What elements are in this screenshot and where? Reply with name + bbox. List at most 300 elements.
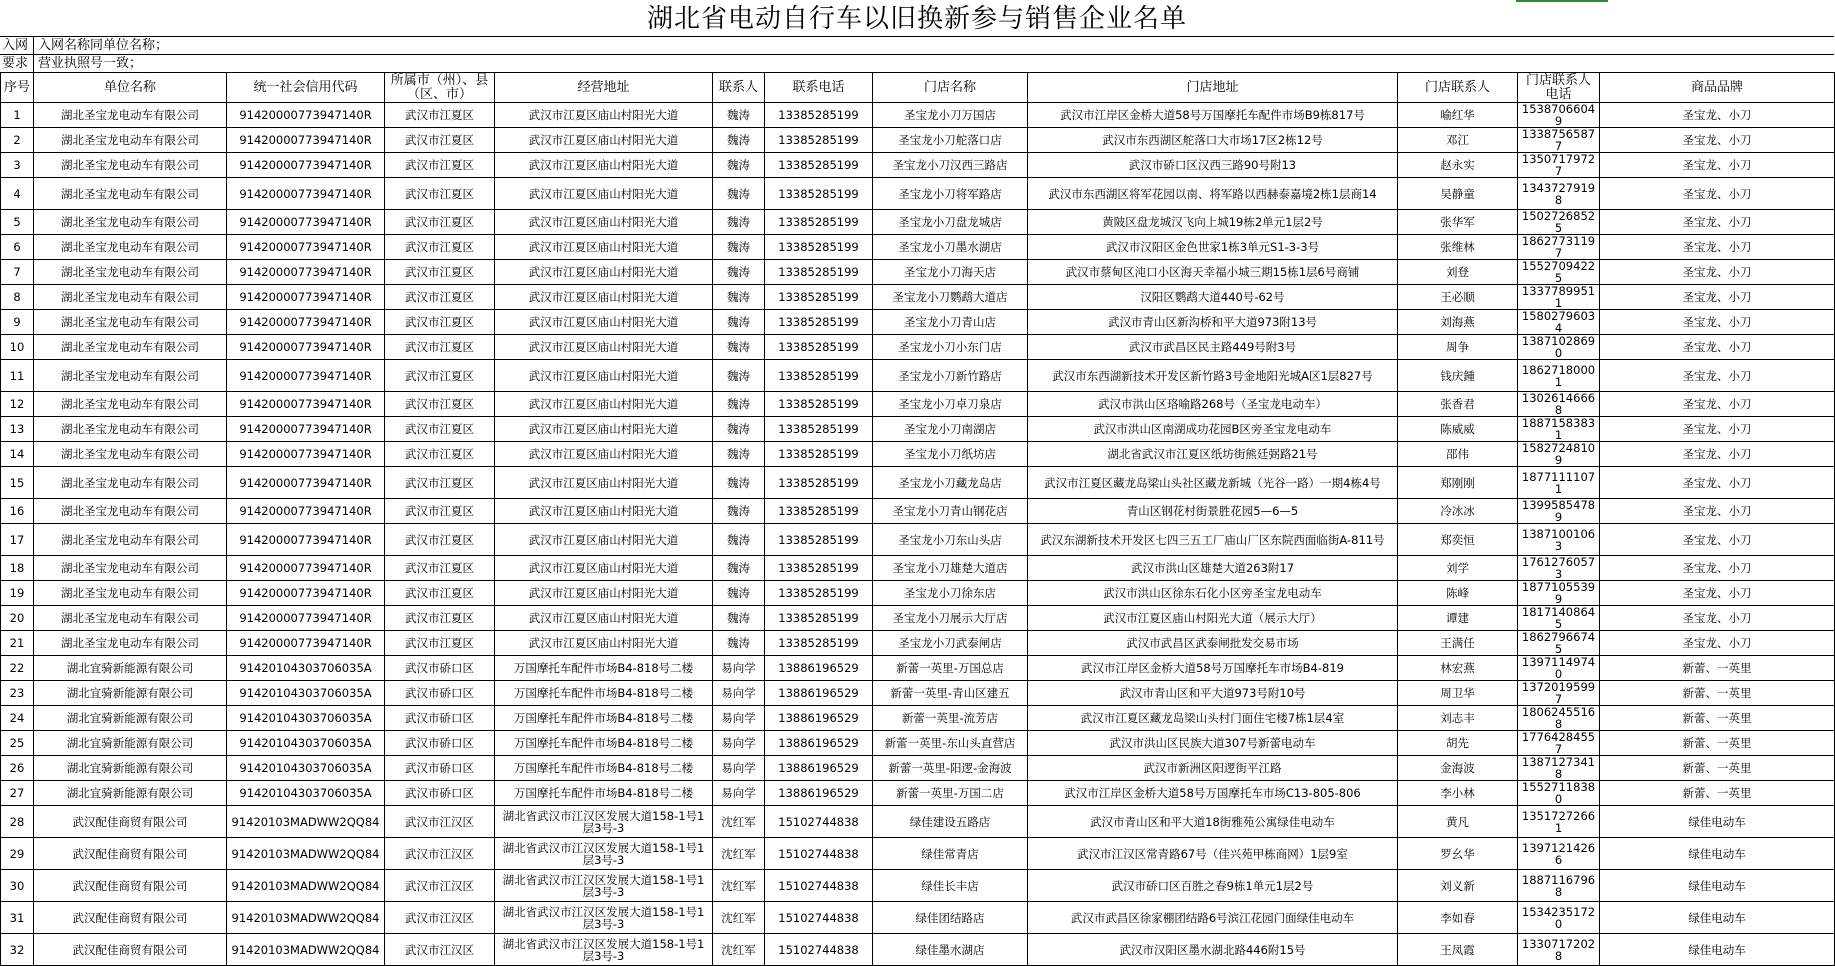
table-cell: 22 [1, 656, 34, 681]
table-cell: 15102744838 [765, 806, 873, 838]
table-cell: 武汉市武昌区民主路449号附3号 [1028, 335, 1398, 360]
table-cell: 91420000773947140R [227, 210, 385, 235]
table-cell: 13871028690 [1518, 335, 1600, 360]
table-cell: 吴静童 [1398, 178, 1518, 210]
table-cell: 武汉市江夏区 [385, 260, 495, 285]
table-cell: 武汉市江夏区 [385, 360, 495, 392]
table-cell: 91420000773947140R [227, 606, 385, 631]
table-cell: 湖北圣宝龙电动车有限公司 [34, 556, 227, 581]
table-row [1, 360, 1835, 392]
note-row-1 [0, 36, 1834, 54]
table-cell: 青山区钢花村街景胜花园5—6—5 [1028, 499, 1398, 524]
cell-selection-accent [1516, 0, 1608, 2]
table-cell: 绿佳墨水湖店 [873, 934, 1028, 966]
table-cell: 武汉市江岸区金桥大道58号万国摩托车配件市场B9栋817号 [1028, 103, 1398, 128]
table-cell: 新蕾一英里-万国总店 [873, 656, 1028, 681]
table-cell: 武汉市江夏区庙山村阳光大道 [495, 178, 713, 210]
table-cell: 13971149740 [1518, 656, 1600, 681]
table-cell: 91420104303706035A [227, 656, 385, 681]
table-cell: 19 [1, 581, 34, 606]
table-row [1, 781, 1835, 806]
table-row [1, 806, 1835, 838]
table-cell: 91420104303706035A [227, 731, 385, 756]
table-cell: 魏涛 [713, 103, 765, 128]
table-row [1, 524, 1835, 556]
table-cell: 王凤霞 [1398, 934, 1518, 966]
table-cell: 91420000773947140R [227, 178, 385, 210]
table-cell: 赵永实 [1398, 153, 1518, 178]
table-cell: 武汉市江岸区金桥大道58号万国摩托车市场C13-805-806 [1028, 781, 1398, 806]
table-cell: 魏涛 [713, 467, 765, 499]
table-cell: 13385285199 [765, 556, 873, 581]
table-cell: 武汉市江夏区 [385, 524, 495, 556]
table-cell: 湖北圣宝龙电动车有限公司 [34, 335, 227, 360]
table-cell: 武汉配佳商贸有限公司 [34, 838, 227, 870]
table-cell: 圣宝龙小刀雄楚大道店 [873, 556, 1028, 581]
table-cell: 91420000773947140R [227, 260, 385, 285]
table-cell: 新蕾、一英里 [1600, 756, 1835, 781]
table-cell: 圣宝龙、小刀 [1600, 417, 1835, 442]
table-cell: 13385285199 [765, 360, 873, 392]
table-cell: 武汉市江夏区 [385, 335, 495, 360]
table-row [1, 467, 1835, 499]
table-cell: 圣宝龙、小刀 [1600, 606, 1835, 631]
table-cell: 绿佳电动车 [1600, 806, 1835, 838]
table-cell: 13437279198 [1518, 178, 1600, 210]
table-cell: 武汉市江汉区 [385, 838, 495, 870]
table-cell: 武汉市江夏区 [385, 310, 495, 335]
table-cell: 13026146668 [1518, 392, 1600, 417]
table-row [1, 442, 1835, 467]
table-cell: 武汉市江夏区庙山村阳光大道 [495, 467, 713, 499]
table-cell: 易向学 [713, 781, 765, 806]
table-cell: 武汉市东西湖区舵落口大市场17区2栋12号 [1028, 128, 1398, 153]
table-cell: 湖北圣宝龙电动车有限公司 [34, 606, 227, 631]
table-row [1, 731, 1835, 756]
table-cell: 13720195997 [1518, 681, 1600, 706]
table-cell: 武汉市江夏区庙山村阳光大道 [495, 442, 713, 467]
table-cell: 邵伟 [1398, 442, 1518, 467]
table-cell: 武汉市东西湖新技术开发区新竹路3号金地阳光城A区1层827号 [1028, 360, 1398, 392]
table-cell: 10 [1, 335, 34, 360]
table-cell: 武汉市江夏区 [385, 556, 495, 581]
table-cell: 湖北省武汉市江汉区发展大道158-1号1层3号-3 [495, 902, 713, 934]
table-cell: 圣宝龙、小刀 [1600, 499, 1835, 524]
table-cell: 武汉市江夏区 [385, 442, 495, 467]
table-cell: 武汉市江夏区庙山村阳光大道 [495, 556, 713, 581]
table-cell: 湖北宜骑新能源有限公司 [34, 656, 227, 681]
table-cell: 湖北宜骑新能源有限公司 [34, 781, 227, 806]
table-cell: 武汉市硚口区 [385, 731, 495, 756]
table-cell: 圣宝龙、小刀 [1600, 442, 1835, 467]
table-cell: 15802796034 [1518, 310, 1600, 335]
table-cell: 13307172028 [1518, 934, 1600, 966]
table-cell: 9 [1, 310, 34, 335]
table-cell: 湖北省武汉市江汉区发展大道158-1号1层3号-3 [495, 934, 713, 966]
table-row [1, 260, 1835, 285]
table-cell: 91420104303706035A [227, 706, 385, 731]
table-cell: 武汉市青山区新沟桥和平大道973附13号 [1028, 310, 1398, 335]
table-cell: 武汉市汉阳区金色世家1栋3单元S1-3-3号 [1028, 235, 1398, 260]
table-cell: 魏涛 [713, 499, 765, 524]
table-cell: 13886196529 [765, 731, 873, 756]
table-cell: 17 [1, 524, 34, 556]
table-cell: 11 [1, 360, 34, 392]
table-cell: 湖北省武汉市江夏区纸坊街熊廷弼路21号 [1028, 442, 1398, 467]
table-cell: 绿佳电动车 [1600, 902, 1835, 934]
table-cell: 魏涛 [713, 556, 765, 581]
table-row [1, 756, 1835, 781]
table-cell: 18627731197 [1518, 235, 1600, 260]
table-cell: 武汉市江夏区 [385, 631, 495, 656]
table-cell: 圣宝龙、小刀 [1600, 178, 1835, 210]
table-cell: 圣宝龙、小刀 [1600, 210, 1835, 235]
table-cell: 武汉市江夏区庙山村阳光大道 [495, 499, 713, 524]
table-cell: 圣宝龙小刀新竹路店 [873, 360, 1028, 392]
table-cell: 沈红军 [713, 934, 765, 966]
table-cell: 武汉市江汉区 [385, 870, 495, 902]
table-cell: 武汉市江夏区 [385, 178, 495, 210]
table-row [1, 499, 1835, 524]
table-cell: 28 [1, 806, 34, 838]
table-cell: 18771055399 [1518, 581, 1600, 606]
table-cell: 郑奕恒 [1398, 524, 1518, 556]
table-cell: 湖北圣宝龙电动车有限公司 [34, 524, 227, 556]
table-cell: 圣宝龙小刀卓刀泉店 [873, 392, 1028, 417]
table-cell: 91420103MADWW2QQ84 [227, 870, 385, 902]
table-cell: 18771111071 [1518, 467, 1600, 499]
table-cell: 刘义新 [1398, 870, 1518, 902]
table-cell: 王必顺 [1398, 285, 1518, 310]
table-cell: 武汉市江夏区庙山村阳光大道（展示大厅） [1028, 606, 1398, 631]
table-cell: 15102744838 [765, 870, 873, 902]
table-row [1, 285, 1835, 310]
table-cell: 万国摩托车配件市场B4-818号二楼 [495, 706, 713, 731]
table-cell: 17764284557 [1518, 731, 1600, 756]
table-cell: 91420000773947140R [227, 235, 385, 260]
table-cell: 91420103MADWW2QQ84 [227, 838, 385, 870]
table-cell: 新蕾、一英里 [1600, 731, 1835, 756]
table-cell: 15102744838 [765, 838, 873, 870]
table-cell: 圣宝龙小刀藏龙岛店 [873, 467, 1028, 499]
header-cell: 单位名称 [34, 73, 227, 103]
table-cell: 新蕾一英里-青山区建五 [873, 681, 1028, 706]
header-cell: 所属市（州）、县（区、市） [385, 73, 495, 103]
table-cell: 湖北宜骑新能源有限公司 [34, 706, 227, 731]
table-cell: 圣宝龙小刀纸坊店 [873, 442, 1028, 467]
header-cell: 门店联系人 [1398, 73, 1518, 103]
table-cell: 万国摩托车配件市场B4-818号二楼 [495, 681, 713, 706]
table-cell: 魏涛 [713, 260, 765, 285]
table-cell: 沈红军 [713, 902, 765, 934]
table-cell: 18871583831 [1518, 417, 1600, 442]
header-cell: 门店联系人电话 [1518, 73, 1600, 103]
note-value: 营业执照号一致； [38, 56, 143, 71]
table-cell: 郑刚刚 [1398, 467, 1518, 499]
table-row [1, 153, 1835, 178]
table-cell: 13871001063 [1518, 524, 1600, 556]
table-cell: 2 [1, 128, 34, 153]
table-cell: 武汉市江夏区庙山村阳光大道 [495, 581, 713, 606]
table-cell: 黄凡 [1398, 806, 1518, 838]
table-row [1, 681, 1835, 706]
table-cell: 圣宝龙小刀青山店 [873, 310, 1028, 335]
table-cell: 魏涛 [713, 310, 765, 335]
table-cell: 13387565877 [1518, 128, 1600, 153]
table-cell: 武汉市江夏区 [385, 210, 495, 235]
table-cell: 13886196529 [765, 656, 873, 681]
table-cell: 武汉市武昌区武泰闸批发交易市场 [1028, 631, 1398, 656]
table-cell: 武汉市青山区和平大道973号附10号 [1028, 681, 1398, 706]
table-cell: 91420000773947140R [227, 360, 385, 392]
table-cell: 湖北圣宝龙电动车有限公司 [34, 260, 227, 285]
table-cell: 13385285199 [765, 417, 873, 442]
table-cell: 91420000773947140R [227, 524, 385, 556]
table-cell: 万国摩托车配件市场B4-818号二楼 [495, 731, 713, 756]
note-divider [33, 55, 34, 73]
table-cell: 武汉市江夏区 [385, 392, 495, 417]
table-cell: 魏涛 [713, 210, 765, 235]
table-cell: 魏涛 [713, 153, 765, 178]
table-cell: 武汉市硚口区 [385, 681, 495, 706]
table-cell: 武汉市江汉区 [385, 902, 495, 934]
table-cell: 陈威威 [1398, 417, 1518, 442]
table-cell: 13385285199 [765, 499, 873, 524]
table-cell: 陈峰 [1398, 581, 1518, 606]
table-row [1, 581, 1835, 606]
table-cell: 武汉市江夏区庙山村阳光大道 [495, 235, 713, 260]
table-cell: 张华军 [1398, 210, 1518, 235]
table-cell: 3 [1, 153, 34, 178]
table-cell: 湖北宜骑新能源有限公司 [34, 756, 227, 781]
table-cell: 13385285199 [765, 581, 873, 606]
table-cell: 沈红军 [713, 870, 765, 902]
table-cell: 易向学 [713, 706, 765, 731]
table-cell: 魏涛 [713, 335, 765, 360]
table-row [1, 335, 1835, 360]
table-cell: 武汉市江夏区庙山村阳光大道 [495, 285, 713, 310]
header-cell: 联系电话 [765, 73, 873, 103]
table-cell: 武汉市江夏区庙山村阳光大道 [495, 392, 713, 417]
table-row [1, 310, 1835, 335]
table-cell: 8 [1, 285, 34, 310]
table-cell: 湖北圣宝龙电动车有限公司 [34, 581, 227, 606]
table-cell: 18627966745 [1518, 631, 1600, 656]
table-cell: 20 [1, 606, 34, 631]
table-cell: 武汉市江汉区 [385, 806, 495, 838]
table-cell: 武汉市洪山区民族大道307号新蕾电动车 [1028, 731, 1398, 756]
table-cell: 圣宝龙、小刀 [1600, 128, 1835, 153]
table-cell: 13886196529 [765, 681, 873, 706]
table-cell: 圣宝龙小刀将军路店 [873, 178, 1028, 210]
table-cell: 新蕾、一英里 [1600, 781, 1835, 806]
table-cell: 18627180001 [1518, 360, 1600, 392]
table-cell: 13385285199 [765, 442, 873, 467]
table-cell: 武汉市江夏区 [385, 153, 495, 178]
table-cell: 武汉市硚口区 [385, 656, 495, 681]
table-cell: 27 [1, 781, 34, 806]
table-cell: 武汉市新洲区阳逻街平江路 [1028, 756, 1398, 781]
table-cell: 15527118380 [1518, 781, 1600, 806]
table-cell: 绿佳建设五路店 [873, 806, 1028, 838]
table-cell: 24 [1, 706, 34, 731]
note-row-2 [0, 54, 1834, 72]
table-cell: 绿佳电动车 [1600, 870, 1835, 902]
table-cell: 1 [1, 103, 34, 128]
table-row [1, 870, 1835, 902]
table-cell: 武汉市江夏区 [385, 235, 495, 260]
table-cell: 91420103MADWW2QQ84 [227, 934, 385, 966]
table-cell: 湖北圣宝龙电动车有限公司 [34, 178, 227, 210]
table-cell: 13385285199 [765, 210, 873, 235]
table-cell: 91420103MADWW2QQ84 [227, 902, 385, 934]
table-cell: 91420000773947140R [227, 392, 385, 417]
table-cell: 圣宝龙、小刀 [1600, 467, 1835, 499]
table-cell: 魏涛 [713, 606, 765, 631]
table-cell: 圣宝龙小刀万国店 [873, 103, 1028, 128]
table-cell: 易向学 [713, 681, 765, 706]
table-cell: 圣宝龙、小刀 [1600, 524, 1835, 556]
table-cell: 91420000773947140R [227, 285, 385, 310]
table-row [1, 631, 1835, 656]
table-cell: 易向学 [713, 656, 765, 681]
table-cell: 13886196529 [765, 706, 873, 731]
table-cell: 13385285199 [765, 335, 873, 360]
table-cell: 武汉市江夏区庙山村阳光大道 [495, 335, 713, 360]
table-cell: 湖北圣宝龙电动车有限公司 [34, 235, 227, 260]
table-cell: 绿佳长丰店 [873, 870, 1028, 902]
table-cell: 黄陂区盘龙城汉飞向上城19栋2单元1层2号 [1028, 210, 1398, 235]
table-cell: 武汉市江夏区 [385, 499, 495, 524]
table-cell: 13517272661 [1518, 806, 1600, 838]
table-cell: 新蕾一英里-阳逻-金海波 [873, 756, 1028, 781]
table-cell: 新蕾一英里-万国二店 [873, 781, 1028, 806]
table-cell: 91420000773947140R [227, 499, 385, 524]
table-cell: 圣宝龙、小刀 [1600, 581, 1835, 606]
table-cell: 绿佳常青店 [873, 838, 1028, 870]
table-cell: 武汉市武昌区徐家棚团结路6号滨江花园门面绿佳电动车 [1028, 902, 1398, 934]
table-cell: 13385285199 [765, 606, 873, 631]
table-cell: 湖北圣宝龙电动车有限公司 [34, 285, 227, 310]
table-cell: 钱庆鍾 [1398, 360, 1518, 392]
table-cell: 新蕾、一英里 [1600, 681, 1835, 706]
table-cell: 李小林 [1398, 781, 1518, 806]
table-cell: 魏涛 [713, 581, 765, 606]
table-cell: 沈红军 [713, 838, 765, 870]
header-cell: 商品品牌 [1600, 73, 1835, 103]
note-value: 入网名称同单位名称； [38, 38, 169, 53]
table-cell: 湖北省武汉市江汉区发展大道158-1号1层3号-3 [495, 870, 713, 902]
table-cell: 湖北圣宝龙电动车有限公司 [34, 128, 227, 153]
table-cell: 13385285199 [765, 128, 873, 153]
table-cell: 32 [1, 934, 34, 966]
table-cell: 13385285199 [765, 235, 873, 260]
table-cell: 新蕾一英里-流芳店 [873, 706, 1028, 731]
table-cell: 13377899511 [1518, 285, 1600, 310]
table-cell: 13385285199 [765, 260, 873, 285]
table-cell: 刘学 [1398, 556, 1518, 581]
table-cell: 魏涛 [713, 235, 765, 260]
table-cell: 魏涛 [713, 417, 765, 442]
table-cell: 13385285199 [765, 467, 873, 499]
table-cell: 魏涛 [713, 360, 765, 392]
table-cell: 武汉市江夏区 [385, 467, 495, 499]
table-cell: 91420000773947140R [227, 153, 385, 178]
table-cell: 圣宝龙、小刀 [1600, 360, 1835, 392]
table-cell: 91420104303706035A [227, 681, 385, 706]
table-cell: 91420000773947140R [227, 467, 385, 499]
table-cell: 15342351720 [1518, 902, 1600, 934]
table-cell: 魏涛 [713, 524, 765, 556]
table-cell: 罗幺华 [1398, 838, 1518, 870]
table-cell: 91420104303706035A [227, 756, 385, 781]
enterprise-table [0, 72, 1835, 966]
table-cell: 武汉市江夏区庙山村阳光大道 [495, 360, 713, 392]
table-cell: 武汉市洪山区徐东石化小区旁圣宝龙电动车 [1028, 581, 1398, 606]
table-cell: 15027268525 [1518, 210, 1600, 235]
table-cell: 15 [1, 467, 34, 499]
table-cell: 武汉市汉阳区墨水湖北路446附15号 [1028, 934, 1398, 966]
table-cell: 13871273418 [1518, 756, 1600, 781]
table-cell: 新蕾一英里-东山头直营店 [873, 731, 1028, 756]
table-cell: 18 [1, 556, 34, 581]
table-cell: 武汉市江夏区 [385, 128, 495, 153]
table-cell: 武汉市洪山区雄楚大道263附17 [1028, 556, 1398, 581]
table-cell: 13385285199 [765, 178, 873, 210]
table-cell: 万国摩托车配件市场B4-818号二楼 [495, 656, 713, 681]
table-cell: 14 [1, 442, 34, 467]
table-cell: 13 [1, 417, 34, 442]
table-cell: 13507179727 [1518, 153, 1600, 178]
table-cell: 金海波 [1398, 756, 1518, 781]
table-cell: 李如春 [1398, 902, 1518, 934]
table-cell: 15827248109 [1518, 442, 1600, 467]
table-cell: 圣宝龙小刀南湖店 [873, 417, 1028, 442]
table-cell: 新蕾、一英里 [1600, 706, 1835, 731]
table-cell: 圣宝龙、小刀 [1600, 310, 1835, 335]
table-cell: 林宏燕 [1398, 656, 1518, 681]
table-cell: 武汉市江夏区庙山村阳光大道 [495, 103, 713, 128]
table-cell: 湖北宜骑新能源有限公司 [34, 681, 227, 706]
table-cell: 17612760573 [1518, 556, 1600, 581]
table-cell: 91420000773947140R [227, 417, 385, 442]
table-cell: 圣宝龙、小刀 [1600, 260, 1835, 285]
table-row [1, 392, 1835, 417]
table-cell: 武汉市江夏区庙山村阳光大道 [495, 153, 713, 178]
table-body [1, 103, 1835, 966]
table-cell: 周争 [1398, 335, 1518, 360]
table-cell: 湖北圣宝龙电动车有限公司 [34, 360, 227, 392]
table-cell: 喻红华 [1398, 103, 1518, 128]
table-cell: 湖北圣宝龙电动车有限公司 [34, 467, 227, 499]
table-cell: 张维林 [1398, 235, 1518, 260]
table-cell: 武汉市江夏区庙山村阳光大道 [495, 210, 713, 235]
table-cell: 圣宝龙、小刀 [1600, 285, 1835, 310]
page-title: 湖北省电动自行车以旧换新参与销售企业名单 [646, 4, 1187, 34]
table-cell: 13385285199 [765, 285, 873, 310]
table-cell: 91420103MADWW2QQ84 [227, 806, 385, 838]
table-cell: 谭建 [1398, 606, 1518, 631]
table-cell: 武汉市江夏区 [385, 581, 495, 606]
table-cell: 5 [1, 210, 34, 235]
table-cell: 圣宝龙小刀徐东店 [873, 581, 1028, 606]
table-cell: 圣宝龙小刀海天店 [873, 260, 1028, 285]
table-row [1, 128, 1835, 153]
table-row [1, 417, 1835, 442]
table-cell: 25 [1, 731, 34, 756]
table-cell: 武汉市江夏区庙山村阳光大道 [495, 631, 713, 656]
table-cell: 武汉配佳商贸有限公司 [34, 870, 227, 902]
